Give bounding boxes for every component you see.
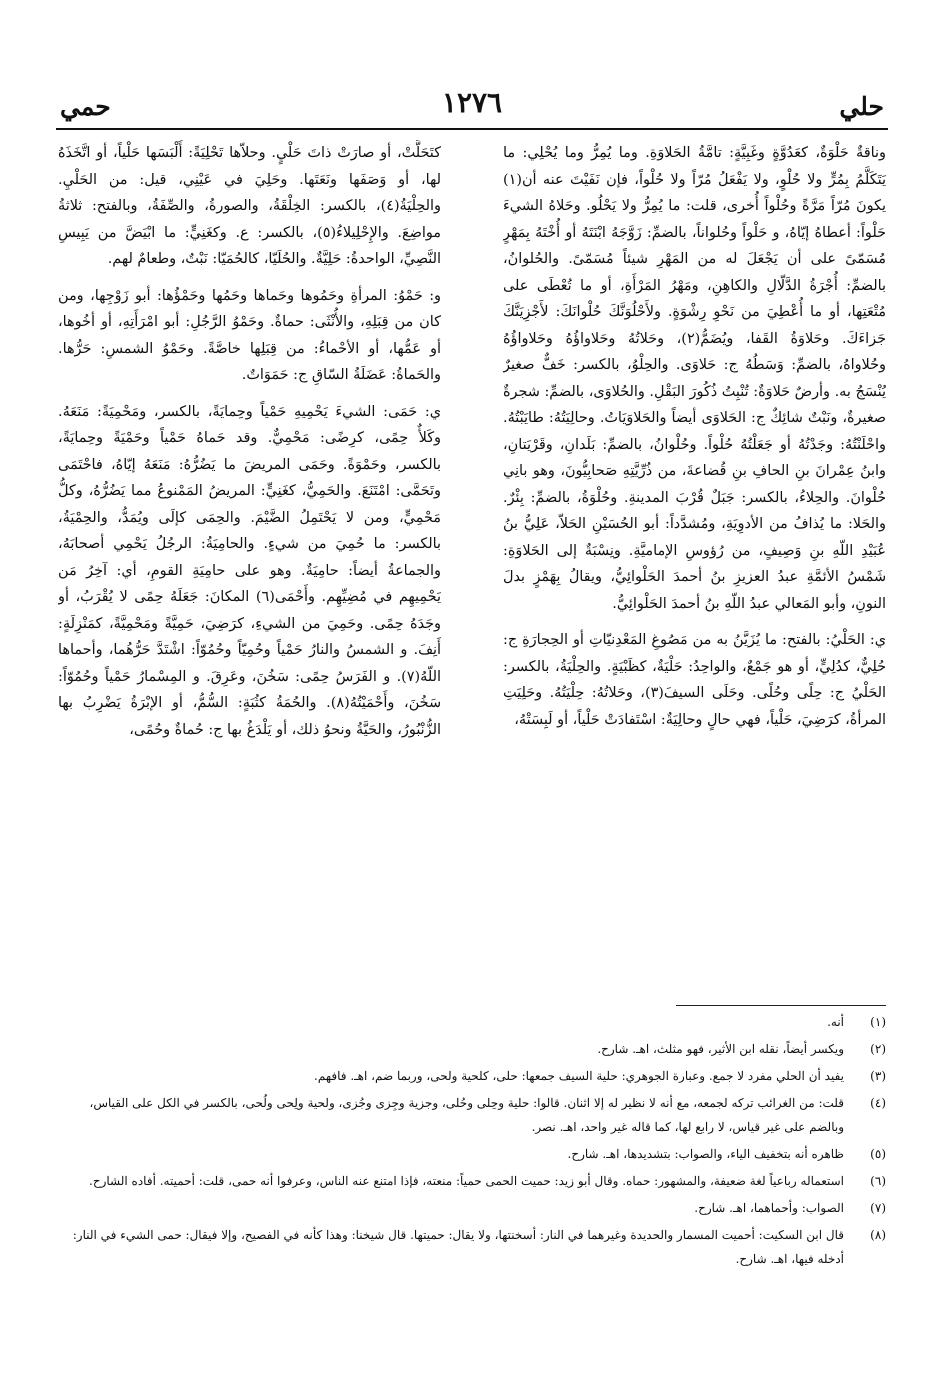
footnote (58, 1010, 886, 1034)
page-number: ١٢٧٦ (441, 86, 503, 119)
right-column (503, 140, 886, 980)
left-column (58, 140, 441, 980)
footnote (58, 1037, 886, 1061)
footnotes-section (58, 1005, 886, 1365)
footnote-number: (٥) (870, 1147, 886, 1161)
footnote-number: (١) (870, 1015, 886, 1029)
footnote-text: ظاهره أنه بتخفيف الياء، والصواب: بتشديدها، اهـ. شارح. (567, 1147, 844, 1161)
footnote (58, 1223, 886, 1271)
entry-paragraph: كتَحَلَّتْ، أو صارَتْ ذاتَ حَلْيٍ. وحلاّها تَحْلِيَةً: أَلْبَسَها حَلْياً، أو اتَّخَذَهُ لها، أو وَصَفَها ونَعَتَها. وحَلِيَ في عَيْنِي، قيل: من الحَلْيِ. والحِلْيَةُ(٤)، بالكسر: الخِلْقَةُ، والصورةُ، والصِّفَةُ، وبالفتح: ثلاثةُ مواضِعَ. والإِحْلِيلاءُ(٥)، بالكسر: ع. وكغَنِيٍّ: ما ابْيَضَّ من يَبِيسِ النَّصِيِّ، الواحدةُ: حَلِيَّةٌ. والحُلَيّا، كالحُمَيّا: نَبْتٌ، وطعامٌ لهم. (58, 145, 441, 267)
footnote-number: (٤) (870, 1096, 886, 1110)
footnote-text: قلت: من الغرائب تركه لجمعه، مع أنه لا نظير له إلا اثنان. قالوا: حلية وحِلى وحُلى، وجزية وجِزى وجُزى، ولحية ولِحى ولُحى، بالكسر في الكل على القياس، وبالضم على غير قياس، لا رابع لها، كما قاله غير واحد، اهـ. نصر. (89, 1096, 844, 1134)
footnote-text: الصواب: وأحماهما، اهـ. شارح. (694, 1201, 844, 1215)
footnote-number: (٨) (870, 1228, 886, 1242)
footnote-number: (٣) (870, 1069, 886, 1083)
footnote-text: يفيد أن الحلي مفرد لا جمع. وعبارة الجوهري: حلية السيف جمعها: حلى، كلحية ولحى، وربما ضم، اهـ. فافهم. (314, 1069, 844, 1083)
footnote-list (58, 1010, 886, 1271)
running-header (56, 80, 888, 130)
header-left-word: حمي (60, 92, 111, 121)
entry-paragraph: و: حَمْوُ: المرأةِ وحَمُوها وحَماها وحَمُها وحَمْؤُها: أبو زَوْجِها، ومن كان من قِبَلِهِ، والأُنْثَى: حماةٌ. وحَمْوُ الرَّجُلِ: أبو امْرَأَتِهِ، أو أخُوها، أو عَمُّها، أو الأحْماءُ: من قِبَلِها خاصَّةً. وحَمْوُ الشمسِ: حَرُّها. والحَماةُ: عَضَلَةُ السّاقِ ج: حَمَوَاتٌ. (58, 287, 441, 383)
footnote-number: (٢) (870, 1042, 886, 1056)
footnote-text: ويكسر أيضاً، نقله ابن الأثير، فهو مثلث، اهـ. شارح. (597, 1042, 844, 1056)
footnote-text: استعماله رباعياً لغة ضعيفة، والمشهور: حماه. وقال أبو زيد: حميت الحمى حمياً: منعته، فإذا امتنع عنه الناس، وعرفوا أنه حمى، قلت: أحميته. أفاده الشارح. (89, 1174, 844, 1188)
footnote (58, 1142, 886, 1166)
footnote (58, 1091, 886, 1139)
footnote-text: قال ابن السكيت: أحميت المسمار والحديدة وغيرهما في النار: أسخنتها، ولا يقال: حميتها. قال شيخنا: وهذا كأنه في الفصيح، وإلا فيقال: حمى الشيء في النار: أدخله فيها، اهـ. شارح. (72, 1228, 844, 1266)
text-columns (58, 140, 886, 980)
entry-paragraph: ي: حَمَى: الشيءَ يَحْمِيهِ حَمْياً وحِمايَةً، بالكسر، ومَحْمِيَةً: مَنَعَهُ. وكَلأٌ حِمًى، كرِضًى: مَحْمِيٌّ. وقد حَماهُ حَمْياً وحَمْيَةً وحِمايَةً، بالكسر، وحَمْوَةً. وحَمَى المريضَ ما يَضُرُّهُ: مَنَعَهُ إيّاهُ، فاحْتَمَى وتَحَمَّى: امْتَنَعَ. والحَمِيُّ، كغَنِيٍّ: المريضُ المَمْنوعُ مما يَضُرُّهُ، وكلُّ مَحْمِيٍّ، ومن لا يَحْتَمِلُ الضَّيْمَ. والحِمَى كإلَى ويُمَدُّ، والحِمْيَةُ، بالكسر: ما حُمِيَ من شيءٍ. والحامِيَةُ: الرجُلُ يَحْمِي أصحابَهُ، والجماعةُ أيضاً: حامِيَةٌ. وهو على حامِيَةِ القومِ، أي: آخِرُ مَن يَحْمِيهِم في مُضِيِّهِم. وأَحْمَى(٦) المكانَ: جَعَلَهُ حِمًى لا يُقْرَبُ، أو وجَدَهُ حِمًى. وحَمِيَ من الشيءِ، كرَضِيَ، حَمِيَّةً ومَحْمِيَّةً، كمَنْزِلَةٍ: أَنِفَ. و الشمسُ والنارُ حَمْياً وحُمِيّاً وحُمُوّاً: اشْتَدَّ حَرُّهُما، وأحماها اللّهُ(٧). و الفَرَسُ حِمًى: سَخُنَ، وعَرِقَ. و المِسْمارُ حَمْياً وحُمُوّاً: سَخُنَ، وأَحْمَيْتُهُ(٨). والحُمَةُ كثُبَةٍ: السُّمُّ، أو الإبْرَةُ يَضْرِبُ بها الزُّنْبُورُ، والحَيَّةُ ونحوُ ذلك، أو يَلْدَغُ بها ج: حُماةٌ وحُمًى، (58, 403, 441, 738)
footnote (58, 1169, 886, 1193)
footnote (58, 1064, 886, 1088)
entry-paragraph: وناقةٌ حَلْوَةٌ، كعَدُوَّةٍ وغَبِيَّةٍ: تامَّةُ الحَلاوَةِ. وما يُمِرُّ وما يُحْلِي: ما يَتَكَلَّمُ بِمُرٍّ ولا حُلْوٍ، ولا يَفْعَلُ مُرّاً ولا حُلْواً، فإن نَفَيْتَ عنه أن(١) يكونَ مُرّاً مَرَّةً وحُلْواً أُخرى، قلت: ما يُمِرُّ ولا يَحْلُو. وحَلاهُ الشيءَ حَلْواً: أعطاهُ إيّاهُ، و حَلْواً وحُلواناً، بالضمِّ: زَوَّجَهُ ابْنَتَهُ أو أُخْتَهُ بِمَهْرٍ مُسَمّىً على أن يَجْعَلَ له من المَهْرِ شيئاً مُسَمّىً. والحُلوانُ، بالضمِّ: أُجْرَةُ الدَّلّالِ والكاهِنِ، ومَهْرُ المَرْأَةِ، أو ما تُعْطَى على مُتْعَتِها، أو ما أُعْطِيَ من نَحْوِ رِشْوَةٍ. ولأَحْلُوَنَّكَ حُلْوانَكَ: لأَجْزِيَنَّكَ جَزاءَكَ. وحَلاوَةُ القَفا، ويُضَمُّ(٢)، وحَلاتُهُ وحَلاواؤُهُ وحَلاواؤُهُ وحُلاواهُ، بالضمِّ: وَسَطُهُ ج: حَلاوَى. والحِلْوُ، بالكسر: خَفٌّ صغيرٌ يُنْسَجُ به. وأرضٌ حَلاوَةٌ: تُنْبِتُ ذُكُورَ البَقْلِ. والحُلاوَى، بالضمِّ: شجرةٌ صغيرةٌ، ونَبْتٌ شائِكٌ ج: الحَلاوَى أيضاً والحَلاوَيَاتُ. وحالِيَتُهُ: طايَبْتُهُ. واحْلَنْتُهُ: وجَدْتُهُ أو جَعَلْتُهُ حُلْواً. وحُلْوانُ، بالضمِّ: بَلَدانِ، وقَرْيَتانِ، وابنُ عِمْرانَ بنِ الحافِ بنِ قُضاعةَ، من ذُرِّيَّتِهِ صَحابِيُّونَ، وهو بانِي حُلْوانَ. والحِلاءُ، بالكسر: جَبَلٌ قُرْبَ المدينةِ. وحُلْوَةُ، بالضمِّ: بِئْرٌ. والحَلا: ما يُذافُ من الأدوِيَةِ، ومُشدَّداً: أبو الحُسَيْنِ الحَلاّ، عَلِيُّ بنُ عُبَيْدِ اللّهِ بنِ وَصِيفٍ، من رُؤوسِ الإماميَّةِ. ونِسْبَةٌ إلى الحَلاوَةِ: شَمْسُ الأئمَّةِ عبدُ العزيزِ بنُ أحمدَ الحَلْوائِيُّ، ويقالُ بِهَمْزٍ بدلَ النونِ، وأبو المَعالي عبدُ اللّهِ بنُ أحمدَ الحَلْوائِيُّ. (503, 145, 886, 612)
entry-paragraph: ي: الحَلْيُ: بالفتح: ما يُزَيَّنُ به من مَصُوغِ المَعْدِنيّاتِ أو الحِجارَةِ ج: حُلِيٌّ، كدُلِيٍّ، أو هو جَمْعٌ، والواحِدُ: حَلْيَةٌ، كظَبْيَةٍ. والحِلْيَةُ، بالكسر: الحَلْيُ ج: حِلًى وحُلًى. وحَلَى السيفَ(٣)، وحَلاتُهُ: حِلْيَتُهُ. وحَلِيَتِ المرأةُ، كرَضِيَ، حَلْياً، فهي حالٍ وحالِيَةٌ: اسْتَفادَتْ حَلْياً، أو لَبِسَتْهُ، (503, 632, 886, 728)
footnote-number: (٦) (870, 1174, 886, 1188)
footnote-number: (٧) (870, 1201, 886, 1215)
footnote-text: أنه. (827, 1015, 844, 1029)
footnote-divider (676, 1005, 886, 1006)
header-right-word: حلي (839, 92, 884, 121)
footnote (58, 1196, 886, 1220)
